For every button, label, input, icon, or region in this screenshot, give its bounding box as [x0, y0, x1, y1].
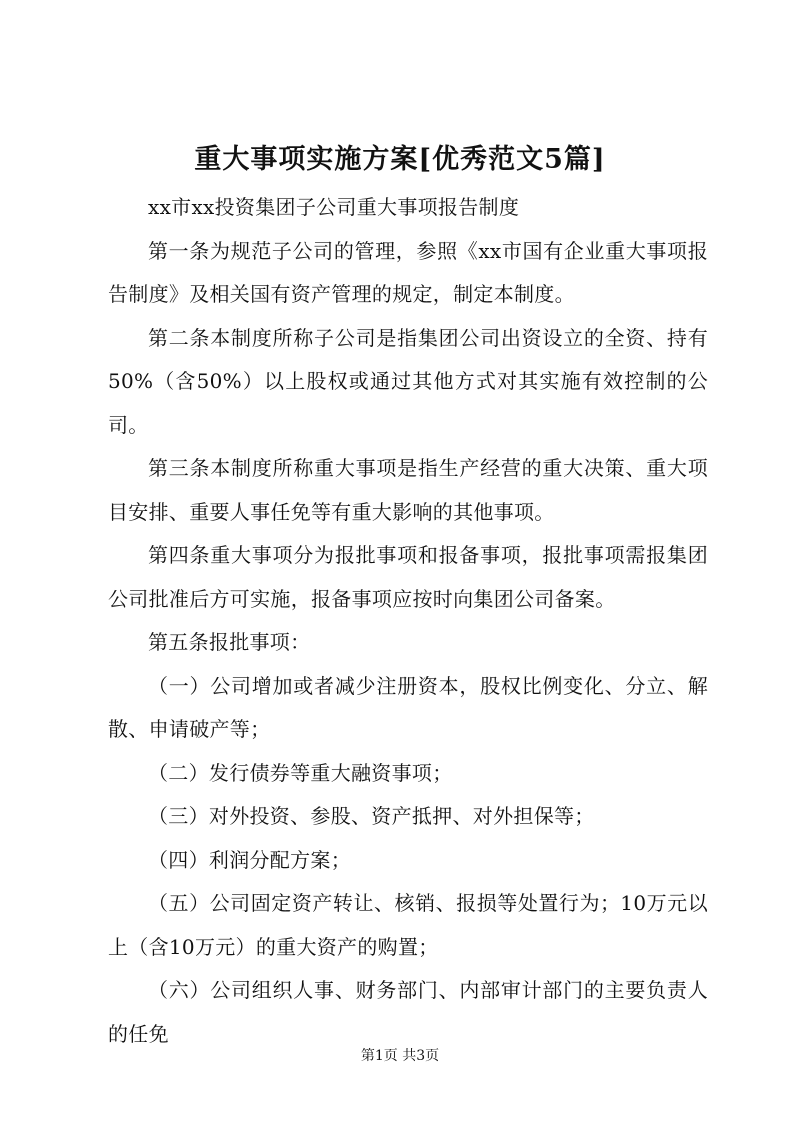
list-item-4: （四）利润分配方案； — [148, 847, 351, 872]
document-title: 重大事项实施方案[优秀范文5篇] — [194, 144, 606, 175]
page-footer: 第1页 共3页 — [360, 1048, 440, 1064]
list-item-5: （五）公司固定资产转让、核销、报损等处置行为；10万元以上（含10万元）的重大资产的购置； — [108, 891, 708, 959]
paragraph-article-5: 第五条报批事项： — [148, 630, 311, 654]
list-item-6: （六）公司组织人事、财务部门、内部审计部门的主要负责人的任免 — [108, 978, 708, 1046]
document-body — [108, 186, 708, 1056]
paragraph-article-3: 第三条本制度所称重大事项是指生产经营的重大决策、重大项目安排、重要人事任免等有重大影响的其他事项。 — [108, 456, 708, 524]
paragraph-article-2: 第二条本制度所称子公司是指集团公司出资设立的全资、持有50%（含50%）以上股权或通过其他方式对其实施有效控制的公司。 — [108, 325, 708, 437]
paragraph-article-4: 第四条重大事项分为报批事项和报备事项，报批事项需报集团公司批准后方可实施，报备事项应按时向集团公司备案。 — [108, 543, 708, 611]
paragraph-heading: xx市xx投资集团子公司重大事项报告制度 — [148, 195, 520, 219]
list-item-3: （三）对外投资、参股、资产抵押、对外担保等； — [148, 804, 595, 828]
list-item-1: （一）公司增加或者减少注册资本，股权比例变化、分立、解散、申请破产等； — [108, 673, 708, 741]
paragraph-article-1: 第一条为规范子公司的管理，参照《xx市国有企业重大事项报告制度》及相关国有资产管理的规定，制定本制度。 — [108, 238, 708, 306]
list-item-2: （二）发行债券等重大融资事项； — [148, 760, 453, 785]
